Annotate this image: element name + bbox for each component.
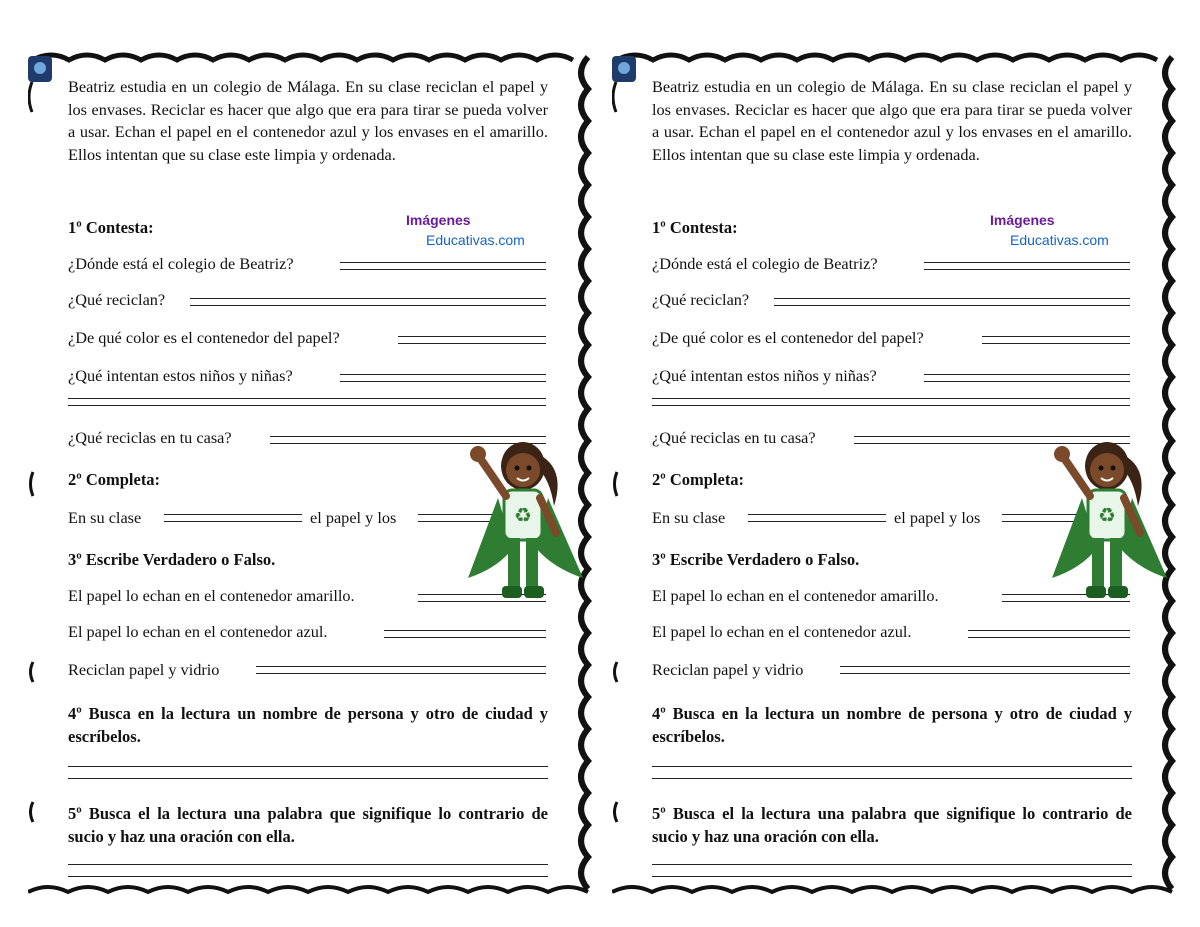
small-logo-icon bbox=[26, 54, 54, 84]
complete-text-1: En su clase bbox=[652, 508, 726, 527]
question-2: ¿Qué reciclan? bbox=[652, 290, 750, 309]
worksheet-right bbox=[612, 52, 1182, 898]
question-row bbox=[68, 366, 548, 390]
site-logo bbox=[990, 212, 1140, 256]
site-logo bbox=[406, 212, 556, 256]
tf-statement-2: El papel lo echan en el contenedor azul. bbox=[68, 622, 328, 641]
section1-title: 1º Contesta: bbox=[652, 218, 738, 237]
small-logo-icon bbox=[610, 54, 638, 84]
tf-statement-1: El papel lo echan en el contenedor amarillo. bbox=[652, 586, 939, 605]
question-5: ¿Qué reciclas en tu casa? bbox=[68, 428, 232, 447]
answer-line[interactable] bbox=[340, 262, 546, 270]
section1-title: 1º Contesta: bbox=[68, 218, 154, 237]
question-row bbox=[652, 254, 1132, 278]
answer-line[interactable] bbox=[68, 766, 548, 767]
question-5: ¿Qué reciclas en tu casa? bbox=[652, 428, 816, 447]
section4-question bbox=[68, 702, 548, 748]
answer-line[interactable] bbox=[68, 778, 548, 779]
answer-line[interactable] bbox=[68, 398, 546, 406]
question-row bbox=[652, 366, 1132, 390]
answer-line[interactable] bbox=[68, 876, 548, 877]
answer-line[interactable] bbox=[256, 666, 546, 674]
section4-text: Busca en la lectura un nombre de persona y otro de ciudad y escríbelos. bbox=[68, 704, 548, 746]
tf-row bbox=[652, 622, 1132, 646]
answer-line[interactable] bbox=[340, 374, 546, 382]
complete-text-2: el papel y los bbox=[310, 508, 397, 527]
question-row bbox=[652, 328, 1132, 352]
tf-row bbox=[68, 660, 548, 684]
tf-row bbox=[652, 660, 1132, 684]
answer-line[interactable] bbox=[164, 514, 302, 522]
section3-title: 3º Escribe Verdadero o Falso. bbox=[68, 550, 276, 569]
question-4: ¿Qué intentan estos niños y niñas? bbox=[652, 366, 877, 385]
logo-line2: Educativas.com bbox=[1010, 232, 1109, 248]
worksheet-content bbox=[652, 76, 1132, 846]
recycling-superhero-girl-icon bbox=[458, 428, 588, 610]
tf-statement-1: El papel lo echan en el contenedor amarillo. bbox=[68, 586, 355, 605]
section4-question bbox=[652, 702, 1132, 748]
section2-title: 2º Completa: bbox=[652, 470, 745, 489]
svg-text:♻: ♻ bbox=[514, 503, 532, 527]
answer-line[interactable] bbox=[398, 336, 546, 344]
complete-text-2: el papel y los bbox=[894, 508, 981, 527]
section5-question bbox=[68, 802, 548, 848]
question-row bbox=[652, 290, 1132, 314]
question-1: ¿Dónde está el colegio de Beatriz? bbox=[652, 254, 878, 273]
reading-text: Beatriz estudia en un colegio de Málaga. En su clase reciclan el papel y los envases. Reciclar es hacer que algo que era para tirar se pueda volver a usar. Echan el papel en el contenedor azul y los envases en el amarillo. Ellos intentan que su clase este limpia y ordenada. bbox=[652, 77, 1132, 164]
section5-question bbox=[652, 802, 1132, 848]
tf-statement-3: Reciclan papel y vidrio bbox=[68, 660, 220, 679]
question-1: ¿Dónde está el colegio de Beatriz? bbox=[68, 254, 294, 273]
logo-line1: Imágenes bbox=[990, 212, 1055, 228]
reading-text: Beatriz estudia en un colegio de Málaga. En su clase reciclan el papel y los envases. Reciclar es hacer que algo que era para tirar se pueda volver a usar. Echan el papel en el contenedor azul y los envases en el amarillo. Ellos intentan que su clase este limpia y ordenada. bbox=[68, 77, 548, 164]
section4-text: Busca en la lectura un nombre de persona y otro de ciudad y escríbelos. bbox=[652, 704, 1132, 746]
section4-number: 4º bbox=[68, 704, 82, 723]
question-3: ¿De qué color es el contenedor del papel? bbox=[652, 328, 924, 347]
logo-line2: Educativas.com bbox=[426, 232, 525, 248]
section4-number: 4º bbox=[652, 704, 666, 723]
section5-number: 5º bbox=[652, 804, 666, 823]
answer-line[interactable] bbox=[748, 514, 886, 522]
question-row bbox=[68, 290, 548, 314]
answer-line[interactable] bbox=[968, 630, 1130, 638]
answer-line[interactable] bbox=[924, 262, 1130, 270]
answer-line[interactable] bbox=[652, 864, 1132, 865]
worksheet-left bbox=[28, 52, 598, 898]
section5-number: 5º bbox=[68, 804, 82, 823]
answer-line[interactable] bbox=[774, 298, 1130, 306]
question-3: ¿De qué color es el contenedor del papel? bbox=[68, 328, 340, 347]
complete-text-1: En su clase bbox=[68, 508, 142, 527]
section5-text: Busca el la lectura una palabra que signifique lo contrario de sucio y haz una oración con ella. bbox=[652, 804, 1132, 846]
answer-line[interactable] bbox=[982, 336, 1130, 344]
answer-line[interactable] bbox=[384, 630, 546, 638]
answer-line[interactable] bbox=[652, 778, 1132, 779]
question-4: ¿Qué intentan estos niños y niñas? bbox=[68, 366, 293, 385]
answer-line[interactable] bbox=[840, 666, 1130, 674]
answer-line[interactable] bbox=[652, 766, 1132, 767]
tf-statement-3: Reciclan papel y vidrio bbox=[652, 660, 804, 679]
question-2: ¿Qué reciclan? bbox=[68, 290, 166, 309]
answer-line[interactable] bbox=[190, 298, 546, 306]
section3-title: 3º Escribe Verdadero o Falso. bbox=[652, 550, 860, 569]
answer-line[interactable] bbox=[924, 374, 1130, 382]
svg-text:♻: ♻ bbox=[1098, 503, 1116, 527]
recycling-superhero-girl-icon bbox=[1042, 428, 1172, 610]
answer-line[interactable] bbox=[652, 398, 1130, 406]
tf-row bbox=[68, 622, 548, 646]
section5-text: Busca el la lectura una palabra que signifique lo contrario de sucio y haz una oración con ella. bbox=[68, 804, 548, 846]
logo-line1: Imágenes bbox=[406, 212, 471, 228]
question-row bbox=[68, 254, 548, 278]
answer-line[interactable] bbox=[68, 864, 548, 865]
tf-statement-2: El papel lo echan en el contenedor azul. bbox=[652, 622, 912, 641]
worksheet-content bbox=[68, 76, 548, 846]
section2-title: 2º Completa: bbox=[68, 470, 161, 489]
answer-line[interactable] bbox=[652, 876, 1132, 877]
question-row bbox=[68, 328, 548, 352]
